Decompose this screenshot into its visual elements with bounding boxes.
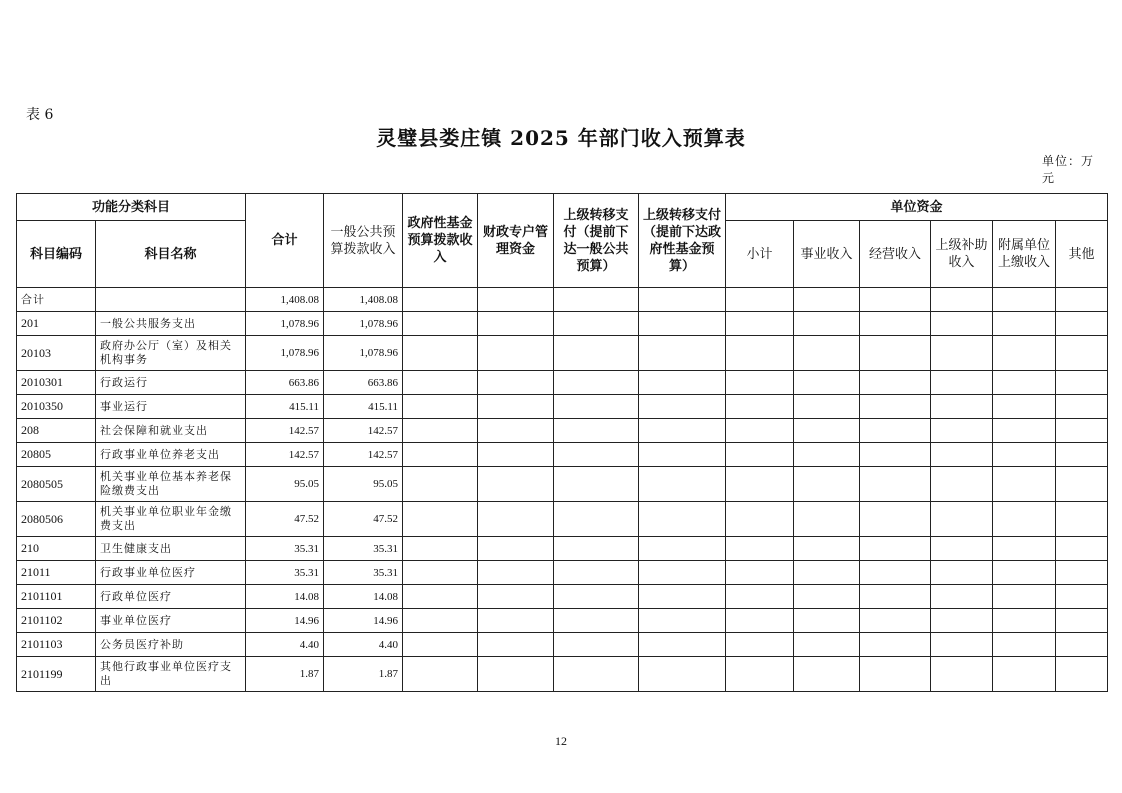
row-name: 公务员医疗补助 — [96, 633, 246, 657]
row-code: 2080505 — [17, 467, 96, 502]
row-code: 2080506 — [17, 502, 96, 537]
row-total: 95.05 — [246, 467, 324, 502]
row-code: 2010301 — [17, 371, 96, 395]
row-code: 2010350 — [17, 395, 96, 419]
unit-label: 单位：万元 — [1042, 154, 1095, 185]
table-row — [17, 561, 1108, 585]
row-general: 142.57 — [324, 443, 403, 467]
row-code: 20805 — [17, 443, 96, 467]
table-row — [17, 443, 1108, 467]
row-total: 1,408.08 — [246, 288, 324, 312]
header-transfer-govfund: 上级转移支付（提前下达政府性基金预算） — [639, 194, 726, 288]
header-operating-income: 经营收入 — [860, 221, 931, 288]
row-name: 社会保障和就业支出 — [96, 419, 246, 443]
table-number-label: 表 6 — [26, 107, 54, 123]
row-code: 208 — [17, 419, 96, 443]
row-total: 1,078.96 — [246, 312, 324, 336]
row-general: 47.52 — [324, 502, 403, 537]
table-row — [17, 371, 1108, 395]
row-code: 201 — [17, 312, 96, 336]
row-general: 1,408.08 — [324, 288, 403, 312]
header-gov-fund: 政府性基金预算拨款收入 — [403, 194, 478, 288]
table-row — [17, 537, 1108, 561]
table-row — [17, 502, 1108, 537]
table-row — [17, 395, 1108, 419]
header-functional-category: 功能分类科目 — [17, 194, 246, 221]
row-name: 机关事业单位基本养老保险缴费支出 — [96, 467, 246, 502]
row-name: 卫生健康支出 — [96, 537, 246, 561]
row-name — [96, 288, 246, 312]
header-general-budget: 一般公共预算拨款收入 — [324, 194, 403, 288]
row-name: 政府办公厅（室）及相关机构事务 — [96, 336, 246, 371]
header-superior-subsidy: 上级补助收入 — [931, 221, 993, 288]
row-general: 142.57 — [324, 419, 403, 443]
budget-table — [16, 193, 1108, 692]
row-code: 2101199 — [17, 657, 96, 692]
row-general: 663.86 — [324, 371, 403, 395]
table-row — [17, 419, 1108, 443]
table-row — [17, 336, 1108, 371]
header-subject-code: 科目编码 — [17, 221, 96, 288]
header-special-account: 财政专户管理资金 — [478, 194, 554, 288]
header-other: 其他 — [1056, 221, 1108, 288]
header-subtotal: 小计 — [726, 221, 794, 288]
row-code: 2101101 — [17, 585, 96, 609]
row-code: 2101102 — [17, 609, 96, 633]
table-row — [17, 312, 1108, 336]
row-total: 1,078.96 — [246, 336, 324, 371]
header-unit-funds: 单位资金 — [726, 194, 1108, 221]
row-general: 35.31 — [324, 561, 403, 585]
row-general: 415.11 — [324, 395, 403, 419]
row-code: 21011 — [17, 561, 96, 585]
row-code: 2101103 — [17, 633, 96, 657]
row-name: 其他行政事业单位医疗支出 — [96, 657, 246, 692]
row-general: 35.31 — [324, 537, 403, 561]
row-name: 事业运行 — [96, 395, 246, 419]
table-row — [17, 467, 1108, 502]
row-total: 47.52 — [246, 502, 324, 537]
header-affiliated-income: 附属单位上缴收入 — [993, 221, 1056, 288]
header-transfer-general: 上级转移支付（提前下达一般公共预算） — [554, 194, 639, 288]
page-title: 灵璧县娄庄镇 2025 年部门收入预算表 — [376, 126, 746, 150]
row-general: 4.40 — [324, 633, 403, 657]
row-general: 14.96 — [324, 609, 403, 633]
table-row — [17, 657, 1108, 692]
row-general: 95.05 — [324, 467, 403, 502]
row-total: 1.87 — [246, 657, 324, 692]
table-row — [17, 585, 1108, 609]
row-name: 行政事业单位医疗 — [96, 561, 246, 585]
row-name: 行政事业单位养老支出 — [96, 443, 246, 467]
row-total: 4.40 — [246, 633, 324, 657]
row-name: 行政运行 — [96, 371, 246, 395]
row-total: 142.57 — [246, 443, 324, 467]
table-row — [17, 609, 1108, 633]
header-business-income: 事业收入 — [794, 221, 860, 288]
row-name: 事业单位医疗 — [96, 609, 246, 633]
header-subject-name: 科目名称 — [96, 221, 246, 288]
header-total: 合计 — [246, 194, 324, 288]
row-total: 14.08 — [246, 585, 324, 609]
row-general: 1,078.96 — [324, 312, 403, 336]
row-general: 1,078.96 — [324, 336, 403, 371]
table-row — [17, 288, 1108, 312]
row-code: 合计 — [17, 288, 96, 312]
row-general: 1.87 — [324, 657, 403, 692]
row-total: 35.31 — [246, 537, 324, 561]
page-number: 12 — [555, 734, 567, 748]
row-total: 142.57 — [246, 419, 324, 443]
row-name: 行政单位医疗 — [96, 585, 246, 609]
row-name: 一般公共服务支出 — [96, 312, 246, 336]
row-total: 35.31 — [246, 561, 324, 585]
row-general: 14.08 — [324, 585, 403, 609]
table-row — [17, 633, 1108, 657]
row-total: 14.96 — [246, 609, 324, 633]
row-code: 210 — [17, 537, 96, 561]
row-code: 20103 — [17, 336, 96, 371]
row-total: 415.11 — [246, 395, 324, 419]
row-name: 机关事业单位职业年金缴费支出 — [96, 502, 246, 537]
row-total: 663.86 — [246, 371, 324, 395]
